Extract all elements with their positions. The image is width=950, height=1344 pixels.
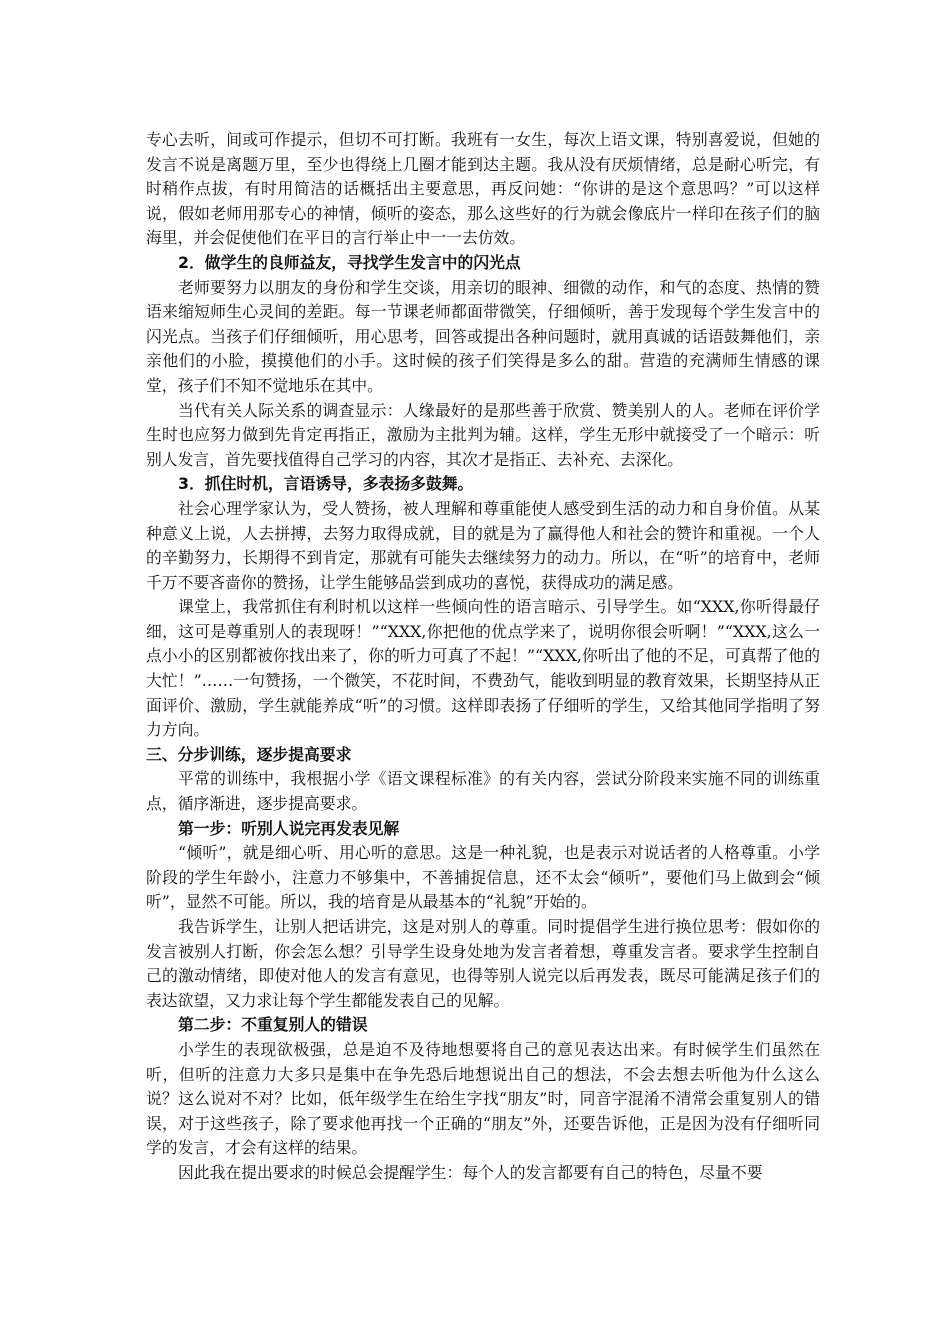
- document-body: [146, 128, 820, 1186]
- body-paragraph: 平常的训练中，我根据小学《语文课程标准》的有关内容，尝试分阶段来实施不同的训练重点，循序渐进，逐步提高要求。: [146, 769, 820, 814]
- body-paragraph: 老师要努力以朋友的身份和学生交谈，用亲切的眼神、细微的动作，和气的态度、热情的赞语来缩短师生心灵间的差距。每一节课老师都面带微笑，仔细倾听，善于发现每个学生发言中的闪光点。当孩子们仔细倾听，用心思考，回答或提出各种问题时，就用真诚的话语鼓舞他们，亲亲他们的小脸，摸摸他们的小手。这时候的孩子们笑得是多么的甜。营造的充满师生情感的课堂，孩子们不知不觉地乐在其中。: [146, 277, 820, 395]
- section-heading-2: 2．做学生的良师益友，寻找学生发言中的闪光点: [178, 252, 521, 272]
- body-paragraph: 课堂上，我常抓住有利时机以这样一些倾向性的语言暗示、引导学生。如“XXX,你听得最仔细，这可是尊重别人的表现呀！”“XXX,你把他的优点学来了，说明你很会听啊！”“XXX,这么一点小小的区别都被你找出来了，你的听力可真了不起！”“XXX,你听出了他的不足，可真帮了他的大忙！”……一句赞扬，一个微笑，不花时间，不费劲气，能收到明显的教育效果，长期坚持从正面评价、激励，学生就能养成“听”的习惯。这样即表扬了仔细听的学生，又给其他同学指明了努力方向。: [146, 597, 820, 740]
- body-paragraph: 当代有关人际关系的调查显示：人缘最好的是那些善于欣赏、赞美别人的人。老师在评价学生时也应努力做到先肯定再指正，激励为主批判为辅。这样，学生无形中就接受了一个暗示：听别人发言，首先要找值得自己学习的内容，其次才是指正、去补充、去深化。: [146, 400, 820, 469]
- section-heading-3: 3．抓住时机，言语诱导，多表扬多鼓舞。: [178, 474, 474, 494]
- body-paragraph: 小学生的表现欲极强，总是迫不及待地想要将自己的意见表达出来。有时候学生们虽然在听，但听的注意力大多只是集中在争先恐后地想说出自己的想法，不会去想去听他为什么这么说？这么说对不对？比如，低年级学生在给生字找“朋友”时，同音字混淆不清常会重复别人的错误，对于这些孩子，除了要求他再找一个正确的“朋友”外，还要告诉他，正是因为没有仔细听同学的发言，才会有这样的结果。: [146, 1039, 820, 1158]
- step-heading-1: 第一步：听别人说完再发表见解: [178, 818, 400, 838]
- body-paragraph: “倾听”，就是细心听、用心听的意思。这是一种礼貌，也是表示对说话者的人格尊重。小学阶段的学生年龄小，注意力不够集中，不善捕捉信息，还不太会“倾听”，要他们马上做到会“倾听”，显然不可能。所以，我的培育是从最基本的“礼貌”开始的。: [146, 843, 820, 912]
- step-heading-2: 第二步：不重复别人的错误: [178, 1015, 368, 1035]
- body-paragraph: 专心去听，间或可作提示，但切不可打断。我班有一女生，每次上语文课，特别喜爱说，但她的发言不说是离题万里，至少也得绕上几圈才能到达主题。我从没有厌烦情绪，总是耐心听完，有时稍作点拔，有时用简洁的话概括出主要意思，再反问她：“你讲的是这个意思吗？”可以这样说，假如老师用那专心的神情，倾听的姿态，那么这些好的行为就会像底片一样印在孩子们的脑海里，并会促使他们在平日的言行举止中一一去仿效。: [146, 130, 820, 248]
- chapter-heading: 三、分步训练，逐步提高要求: [146, 744, 352, 764]
- body-paragraph: 我告诉学生，让别人把话讲完，这是对别人的尊重。同时提倡学生进行换位思考：假如你的发言被别人打断，你会怎么想？引导学生设身处地为发言者着想，尊重发言者。要求学生控制自己的激动情绪，即使对他人的发言有意见，也得等别人说完以后再发表，既尽可能满足孩子们的表达欲望，又力求让每个学生都能发表自己的见解。: [146, 917, 820, 1010]
- body-paragraph: 社会心理学家认为，受人赞扬，被人理解和尊重能使人感受到生活的动力和自身价值。从某种意义上说，人去拼搏，去努力取得成就，目的就是为了赢得他人和社会的赞许和重视。一个人的辛勤努力，长期得不到肯定，那就有可能失去继续努力的动力。所以，在“听”的培育中，老师千万不要吝啬你的赞扬，让学生能够品尝到成功的喜悦，获得成功的满足感。: [146, 498, 820, 592]
- body-paragraph: 因此我在提出要求的时候总会提醒学生：每个人的发言都要有自己的特色，尽量不要: [178, 1162, 763, 1182]
